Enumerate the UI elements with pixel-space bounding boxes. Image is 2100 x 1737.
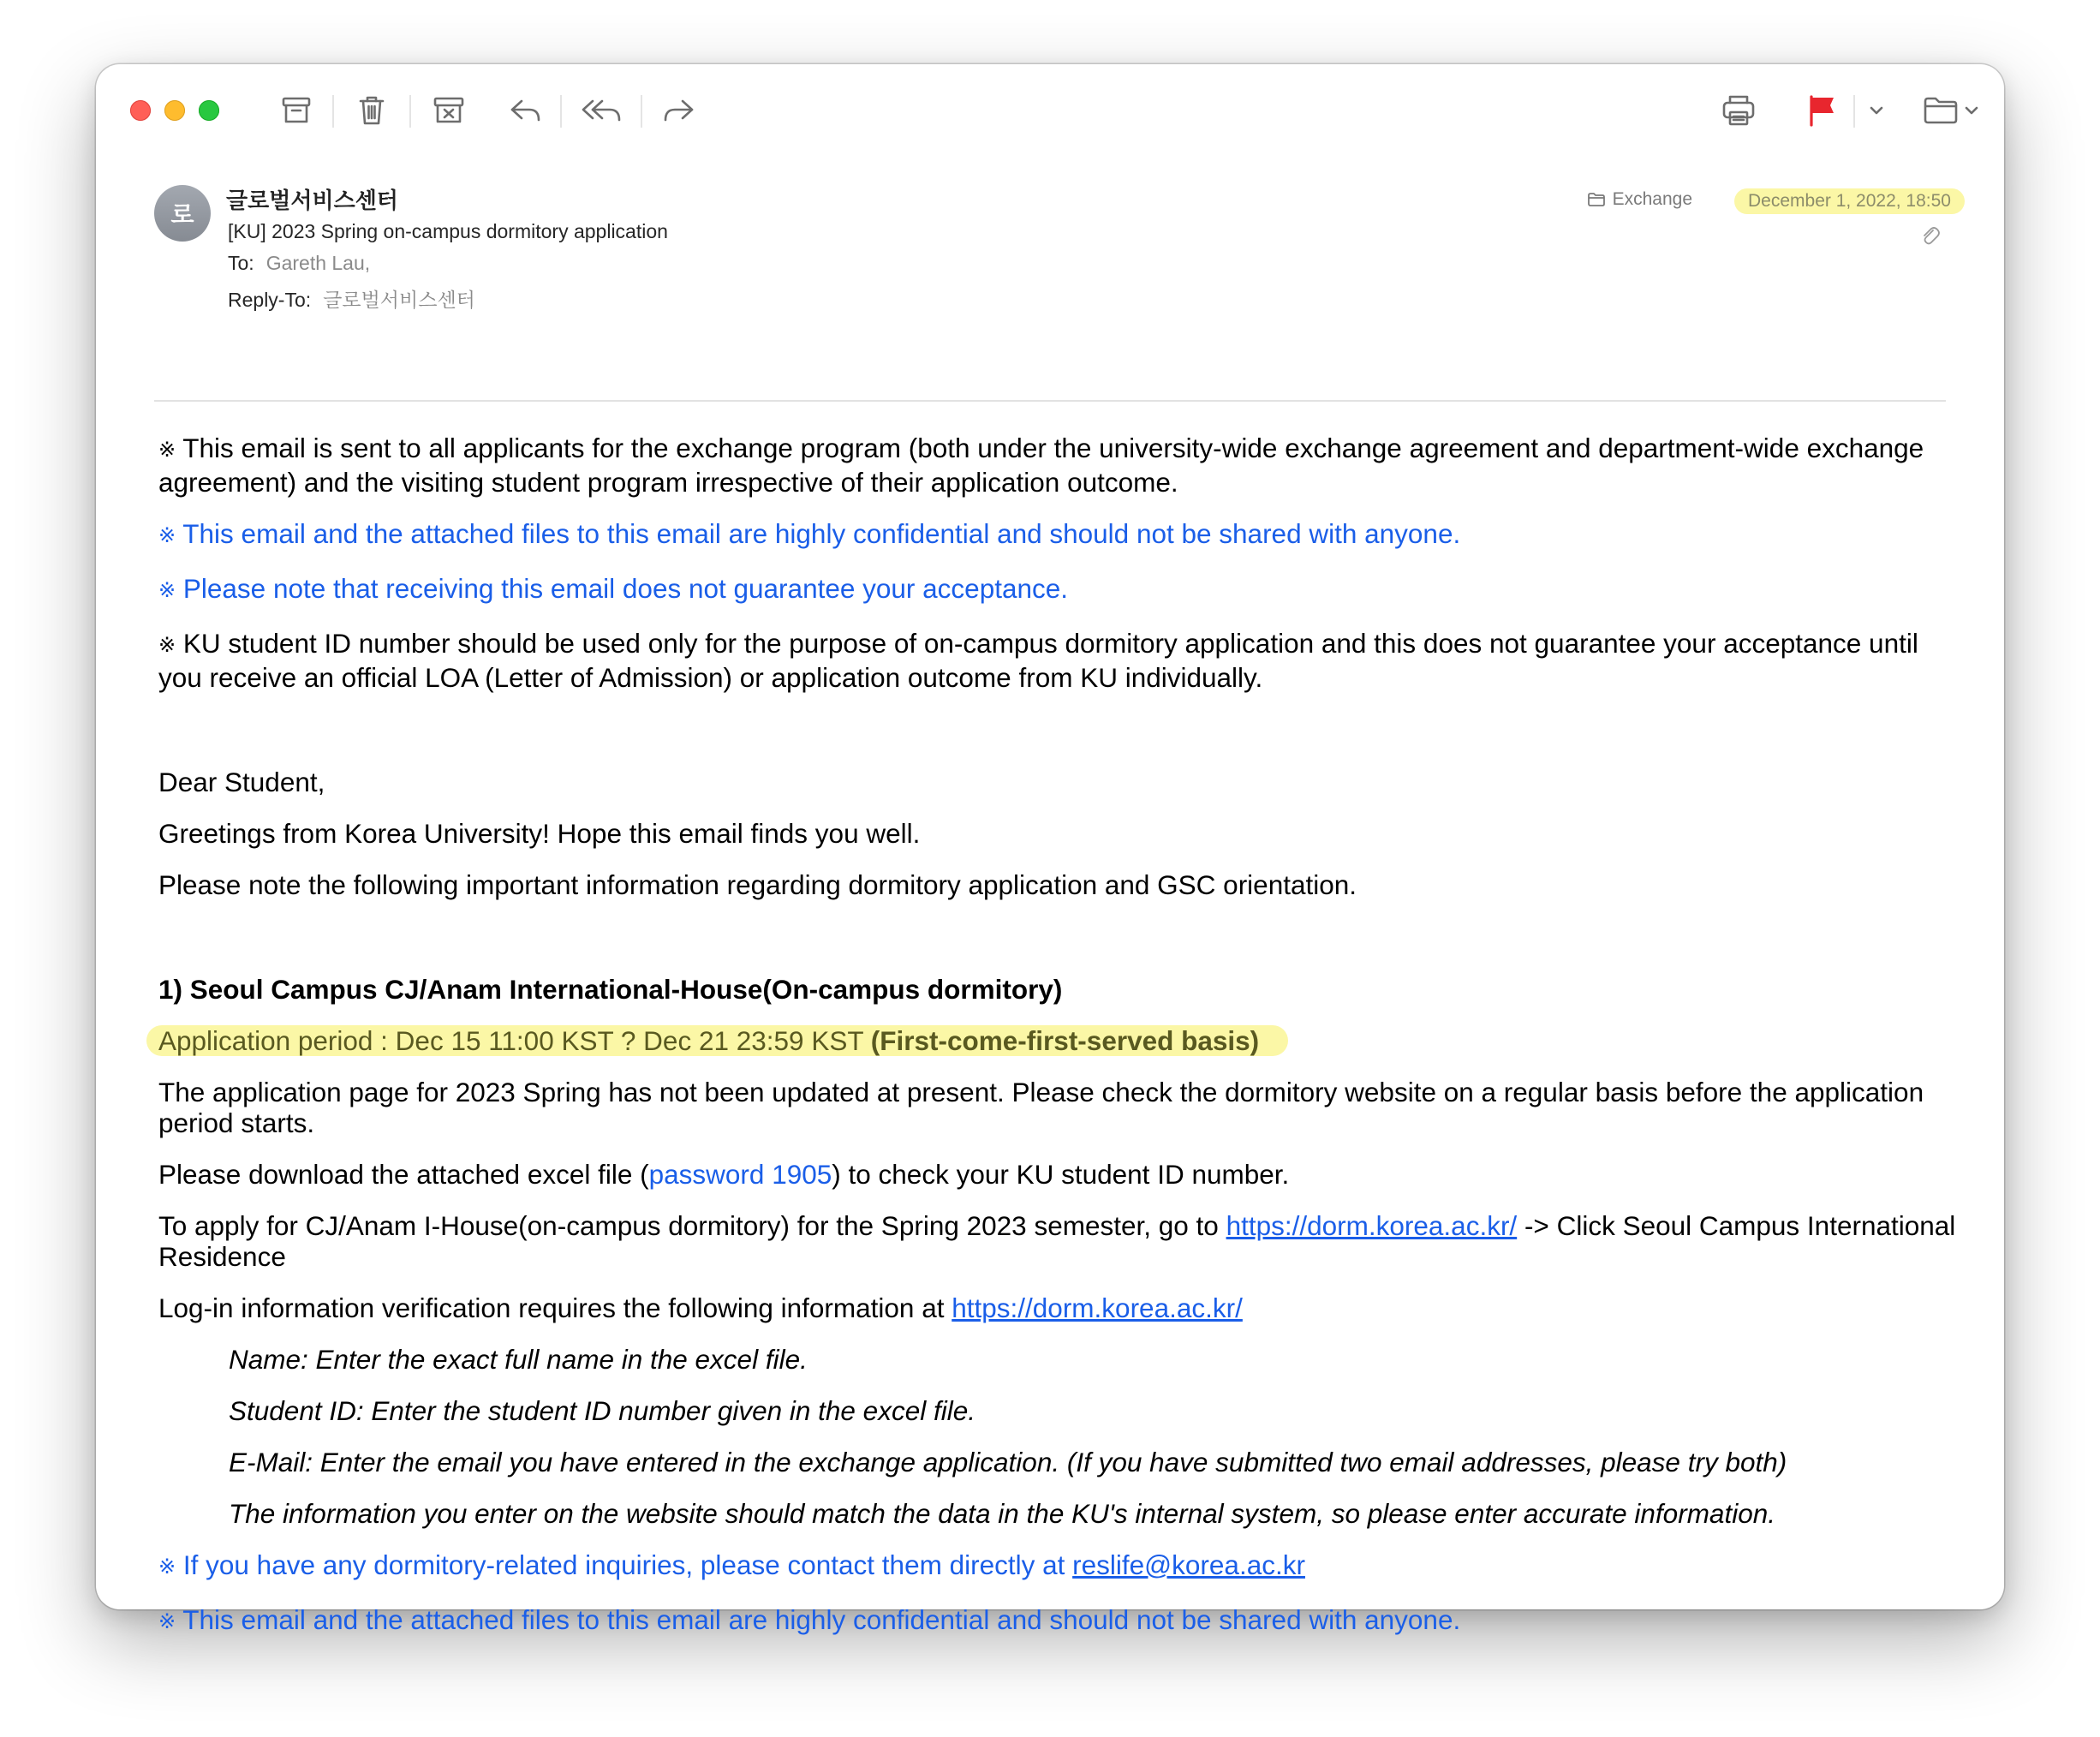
reply-icon (509, 97, 543, 124)
sender-name[interactable]: 글로벌서비스센터 (226, 188, 398, 213)
archive-icon (281, 96, 312, 125)
intro-paragraph: Please note the following important information regarding dormitory application and GSC orientation. (158, 869, 1357, 900)
notice-text: KU student ID number should be used only for the purpose of on-campus dormitory application and this does not guarantee your acceptance until you receive an official LOA (Letter of Admission) or application outcome from KU individually. (158, 628, 1918, 693)
toolbar-separator (560, 95, 562, 128)
close-window-button[interactable] (130, 100, 151, 121)
trash-icon (358, 95, 385, 126)
reply-to-label: Reply-To: (228, 289, 312, 311)
download-text: ) to check your KU student ID number. (832, 1159, 1290, 1190)
toolbar-separator (332, 95, 334, 128)
reply-to-address[interactable]: 글로벌서비스센터 (323, 289, 475, 311)
reference-mark: ※ (158, 524, 176, 547)
reply-all-icon (581, 97, 623, 124)
reference-mark: ※ (158, 439, 176, 462)
student-id-notice (158, 628, 1957, 693)
update-note: The application page for 2023 Spring has not been updated at present. Please check the dormitory website on a regular basis before the application period starts. (158, 1077, 1924, 1138)
chevron-down-icon (1964, 105, 1979, 116)
subject-line: [KU] 2023 Spring on-campus dormitory application (228, 220, 668, 242)
avatar: 로 (154, 185, 211, 242)
notice-text: This email is sent to all applicants for the exchange program (both under the university-wide exchange agreement and department-wide exchange agreement) and the visiting student program irrespective of their application outcome. (158, 433, 1924, 498)
inquiry-text: If you have any dormitory-related inquiries, please contact them directly at (182, 1549, 1073, 1580)
folder-icon (1923, 96, 1959, 125)
toolbar (96, 64, 2004, 155)
apply-text: To apply for CJ/Anam I-House(on-campus dormitory) for the Spring 2023 semester, go to (158, 1210, 1226, 1241)
message-body (158, 433, 1957, 1659)
inquiry-notice (158, 1549, 1957, 1584)
mailbox-name: Exchange (1612, 189, 1692, 209)
greeting: Dear Student, (158, 767, 325, 797)
login-requirement: E-Mail: Enter the email you have entered in the exchange application. (If you have submitted two email addresses, please try both) (229, 1447, 1787, 1477)
junk-button[interactable] (427, 90, 471, 131)
header-divider (154, 400, 1946, 402)
confidential-notice (158, 1604, 1957, 1639)
excel-password: password 1905 (648, 1159, 832, 1190)
intro-paragraph: Greetings from Korea University! Hope this email finds you well. (158, 818, 921, 849)
notice-text: This email and the attached files to this email are highly confidential and should not be shared with anyone. (182, 518, 1461, 549)
apply-instruction (158, 1210, 1957, 1272)
reply-button[interactable] (504, 90, 548, 131)
flag-menu-button[interactable] (1862, 90, 1891, 131)
reference-mark: ※ (158, 634, 176, 657)
sent-date: December 1, 2022, 18:50 (1734, 188, 1965, 214)
notice-text: Please note that receiving this email does not guarantee your acceptance. (182, 573, 1069, 604)
to-field (228, 252, 370, 275)
download-text: Please download the attached excel file ( (158, 1159, 649, 1190)
reply-all-button[interactable] (576, 90, 629, 131)
forward-icon (661, 97, 695, 124)
login-requirement: The information you enter on the website should match the data in the KU's internal system, so please enter accurate information. (229, 1498, 1775, 1529)
folder-icon (1587, 192, 1606, 207)
login-text: Log-in information verification requires the following information at (158, 1292, 952, 1323)
mailbox-label (1587, 189, 1692, 210)
junk-icon (433, 96, 465, 125)
toolbar-separator (641, 95, 642, 128)
login-requirement: Name: Enter the exact full name in the excel file. (229, 1344, 808, 1375)
notice-paragraph (158, 433, 1957, 498)
dorm-website-link[interactable]: https://dorm.korea.ac.kr/ (952, 1292, 1243, 1323)
confidential-notice (158, 518, 1957, 552)
period-basis: (First-come-first-served basis) (870, 1025, 1260, 1056)
download-instruction (158, 1159, 1957, 1190)
delete-button[interactable] (349, 90, 394, 131)
printer-icon (1721, 94, 1756, 127)
attachment-indicator[interactable] (1920, 224, 1939, 251)
reply-to-field (228, 284, 475, 313)
toolbar-separator (409, 95, 411, 128)
login-requirement: Student ID: Enter the student ID number given in the excel file. (229, 1395, 975, 1426)
to-label: To: (228, 252, 254, 274)
highlighted-period (146, 1025, 1288, 1056)
period-text: Application period : Dec 15 11:00 KST ? Dec 21 23:59 KST (158, 1025, 871, 1056)
application-period (158, 1025, 1957, 1056)
minimize-window-button[interactable] (164, 100, 185, 121)
to-recipient[interactable]: Gareth Lau, (265, 252, 371, 274)
mail-window (96, 64, 2004, 1635)
move-to-folder-button[interactable] (1917, 90, 1985, 131)
dorm-website-link[interactable]: https://dorm.korea.ac.kr/ (1226, 1210, 1518, 1241)
apply-text: -> Click Seoul Campus International Residence (158, 1210, 1956, 1272)
toolbar-separator (1853, 95, 1855, 128)
flag-icon (1807, 94, 1838, 127)
zoom-window-button[interactable] (199, 100, 219, 121)
reference-mark: ※ (158, 1555, 176, 1579)
paperclip-icon (1920, 224, 1939, 247)
forward-button[interactable] (656, 90, 701, 131)
login-instruction (158, 1292, 1957, 1323)
chevron-down-icon (1869, 105, 1884, 116)
acceptance-notice (158, 573, 1957, 607)
reslife-email-link[interactable]: reslife@korea.ac.kr (1072, 1549, 1305, 1580)
notice-text: This email and the attached files to this email are highly confidential and should not be shared with anyone. (182, 1604, 1461, 1635)
flag-button[interactable] (1800, 90, 1845, 131)
archive-button[interactable] (274, 90, 319, 131)
section-title: 1) Seoul Campus CJ/Anam International-House(On-campus dormitory) (158, 974, 1063, 1005)
reference-mark: ※ (158, 579, 176, 602)
print-button[interactable] (1715, 90, 1763, 131)
reference-mark: ※ (158, 1610, 176, 1633)
